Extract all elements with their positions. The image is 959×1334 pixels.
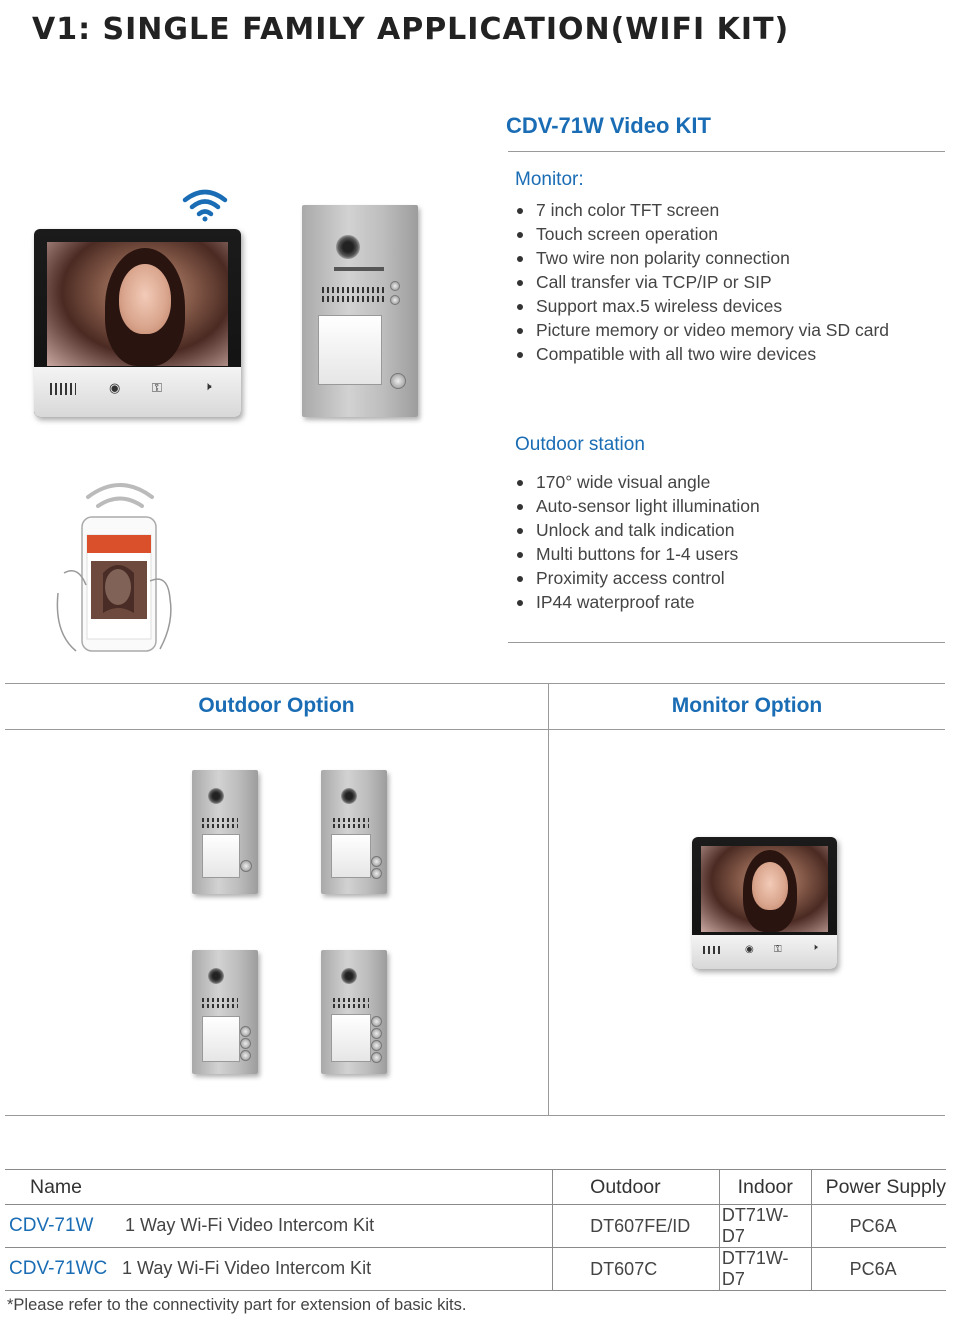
monitor-option-image: ◉ ⚿ 🕨 — [692, 837, 837, 969]
feature-item: Touch screen operation — [515, 222, 889, 246]
feature-item: Call transfer via TCP/IP or SIP — [515, 270, 889, 294]
model-name: CDV-71WC — [9, 1258, 108, 1279]
feature-item: Auto-sensor light illumination — [515, 494, 760, 518]
monitor-feature-list — [515, 198, 889, 366]
divider — [5, 1115, 945, 1116]
page-title: V1: SINGLE FAMILY APPLICATION(WIFI KIT) — [32, 12, 790, 47]
table-row — [5, 1248, 946, 1291]
feature-item: Proximity access control — [515, 566, 760, 590]
smartphone-hand-icon — [48, 473, 188, 655]
divider — [5, 683, 945, 684]
outdoor-station-4-button — [321, 950, 387, 1074]
feature-item: Unlock and talk indication — [515, 518, 760, 542]
divider — [508, 151, 945, 152]
power-cell: PC6A — [811, 1205, 946, 1248]
outdoor-cell: DT607FE/ID — [553, 1205, 720, 1248]
indoor-cell: DT71W-D7 — [719, 1248, 811, 1291]
column-divider — [548, 683, 549, 1115]
power-cell: PC6A — [811, 1248, 946, 1291]
outdoor-station-2-button — [321, 770, 387, 894]
header-outdoor: Outdoor — [553, 1170, 720, 1205]
outdoor-station-3-button — [192, 950, 258, 1074]
feature-item: Picture memory or video memory via SD card — [515, 318, 889, 342]
outdoor-feature-list — [515, 470, 760, 614]
divider — [5, 729, 945, 730]
monitor-heading: Monitor: — [515, 169, 584, 190]
kit-title: CDV-71W Video KIT — [506, 113, 711, 138]
header-name: Name — [5, 1170, 553, 1205]
wifi-icon — [181, 186, 229, 222]
footnote: *Please refer to the connectivity part for extension of basic kits. — [7, 1296, 467, 1314]
kit-description: 1 Way Wi-Fi Video Intercom Kit — [125, 1215, 375, 1235]
indoor-cell: DT71W-D7 — [719, 1205, 811, 1248]
header-power-supply: Power Supply — [811, 1170, 946, 1205]
outdoor-cell: DT607C — [553, 1248, 720, 1291]
monitor-option-heading: Monitor Option — [671, 694, 823, 717]
table-row — [5, 1205, 946, 1248]
table-header-row — [5, 1170, 946, 1205]
kit-table — [5, 1169, 946, 1291]
outdoor-station-image — [302, 205, 418, 417]
feature-item: Compatible with all two wire devices — [515, 342, 889, 366]
outdoor-option-heading: Outdoor Option — [198, 694, 355, 717]
feature-item: 170° wide visual angle — [515, 470, 760, 494]
feature-item: IP44 waterproof rate — [515, 590, 760, 614]
divider — [508, 642, 945, 643]
feature-item: Support max.5 wireless devices — [515, 294, 889, 318]
outdoor-station-1-button — [192, 770, 258, 894]
feature-item: Multi buttons for 1-4 users — [515, 542, 760, 566]
model-name: CDV-71W — [9, 1215, 94, 1236]
indoor-monitor-image: ◉ ⚿ 🕨 — [34, 229, 241, 417]
header-indoor: Indoor — [719, 1170, 811, 1205]
outdoor-heading: Outdoor station — [515, 434, 645, 455]
kit-description: 1 Way Wi-Fi Video Intercom Kit — [122, 1258, 372, 1278]
feature-item: Two wire non polarity connection — [515, 246, 889, 270]
feature-item: 7 inch color TFT screen — [515, 198, 889, 222]
